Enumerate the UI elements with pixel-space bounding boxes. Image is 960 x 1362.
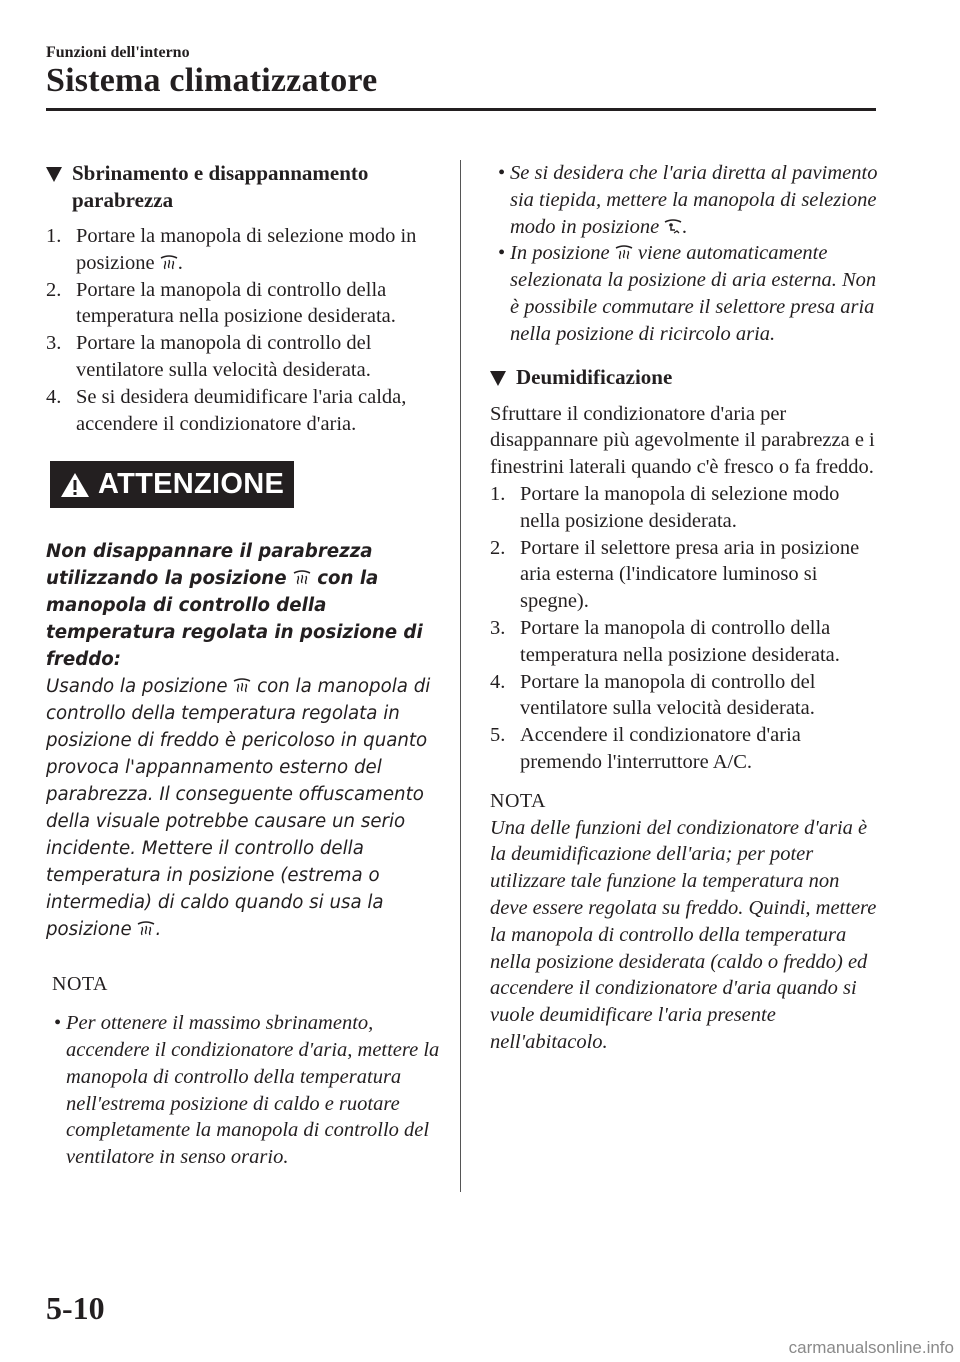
list-item: 4. Se si desidera deumidificare l'aria calda, accendere il condizionatore d'aria. [46, 385, 407, 435]
warning-icon [60, 472, 90, 498]
list-item: • Per ottenere il massimo sbrinamento, accendere il condizionatore d'aria, mettere la manopola di controllo della temperatura nell'estrema posizione di caldo e ruotare completamente la manopola di controllo del ventilatore in senso orario. [54, 1012, 440, 1169]
list-item: 1. Portare la manopola di selezione modo nella posizione desiderata. [490, 482, 840, 532]
floor-defrost-icon [664, 218, 682, 234]
list-item: 5. Accendere il condizionatore d'aria premendo l'interruttore A/C. [490, 724, 801, 773]
triangle-bullet-icon [490, 371, 506, 386]
bullet: • [54, 1012, 62, 1035]
note-heading: NOTA [490, 789, 546, 812]
bullet: • [498, 242, 506, 265]
list-item: 3. Portare la manopola di controllo del ventilatore sulla velocità desiderata. [46, 332, 372, 381]
warning-banner [50, 461, 294, 508]
defrost-icon [137, 920, 155, 936]
bullet: • [498, 162, 506, 184]
defrost-steps [46, 223, 440, 437]
list-item: 2. Portare il selettore presa aria in posizione aria esterna (l'indicatore luminoso si spegne). [490, 536, 860, 613]
left-column [46, 160, 440, 1171]
defrost-icon [293, 569, 311, 585]
title-rule [46, 108, 876, 111]
triangle-bullet-icon [46, 167, 62, 182]
list-item: • In posizione viene automaticamente selezionata la posizione di aria esterna. Non è possibile commutare il selettore presa aria nella posizione di ricircolo aria. [498, 242, 877, 345]
note-heading: NOTA [52, 973, 108, 996]
right-column [490, 160, 880, 1056]
list-item: 2. Portare la manopola di controllo della temperatura nella posizione desiderata. [46, 278, 396, 328]
watermark: carmanualsonline.info [788, 1338, 954, 1357]
note-list-continued [490, 160, 880, 348]
page-number: 5-10 [46, 1290, 105, 1326]
note-body: Una delle funzioni del condizionatore d'aria è la deumidificazione dell'aria; per poter utilizzare tale funzione la temperatura non deve essere regolata su freddo. Quindi, mettere la manopola di controllo della temperatura nella posizione desiderata (caldo o freddo) ed accendere il condizionatore d'aria quando si vuole deumidificare l'aria presente nell'abitacolo. [490, 816, 877, 1053]
list-item: 4. Portare la manopola di controllo del ventilatore sulla velocità desiderata. [490, 670, 816, 720]
page-title: Sistema climatizzatore [46, 62, 378, 99]
list-item: • Se si desidera che l'aria diretta al pavimento sia tiepida, mettere la manopola di selezione modo in posizione . [498, 162, 878, 238]
section-heading-deumidificazione [490, 364, 880, 391]
list-item: 1. Portare la manopola di selezione modo in posizione . [46, 225, 417, 274]
list-item: 3. Portare la manopola di controllo della temperatura nella posizione desiderata. [490, 616, 840, 666]
dehumidify-steps [490, 481, 880, 776]
chapter-label: Funzioni dell'interno [46, 44, 190, 61]
intro-paragraph: Sfruttare il condizionatore d'aria per disappannare più agevolmente il parabrezza e i finestrini laterali quando c'è fresco o fa freddo. [490, 402, 875, 479]
defrost-icon [615, 244, 633, 260]
section-title: Deumidificazione [516, 364, 673, 389]
defrost-icon [160, 254, 178, 270]
column-divider [460, 160, 461, 1192]
note-list [46, 1010, 440, 1171]
section-heading-sbrinamento [46, 160, 440, 214]
warning-label: ATTENZIONE [98, 468, 285, 501]
warning-text: Non disappannare il parabrezza utilizzando la posizione con la manopola di controllo della temperatura regolata in posizione di freddo: Usando la posizione con la manopola di controllo della temperatura regolata in posizione di freddo è pericoloso in quanto provoca l'appannamento esterno del parabrezza. Il conseguente offuscamento della visuale potrebbe causare un serio incidente. Mettere il controllo della temperatura in posizione (estrema o intermedia) di caldo quando si usa la posizione . [46, 541, 431, 941]
defrost-icon [233, 677, 251, 693]
section-title: Sbrinamento e disappannamento parabrezza [72, 161, 369, 212]
